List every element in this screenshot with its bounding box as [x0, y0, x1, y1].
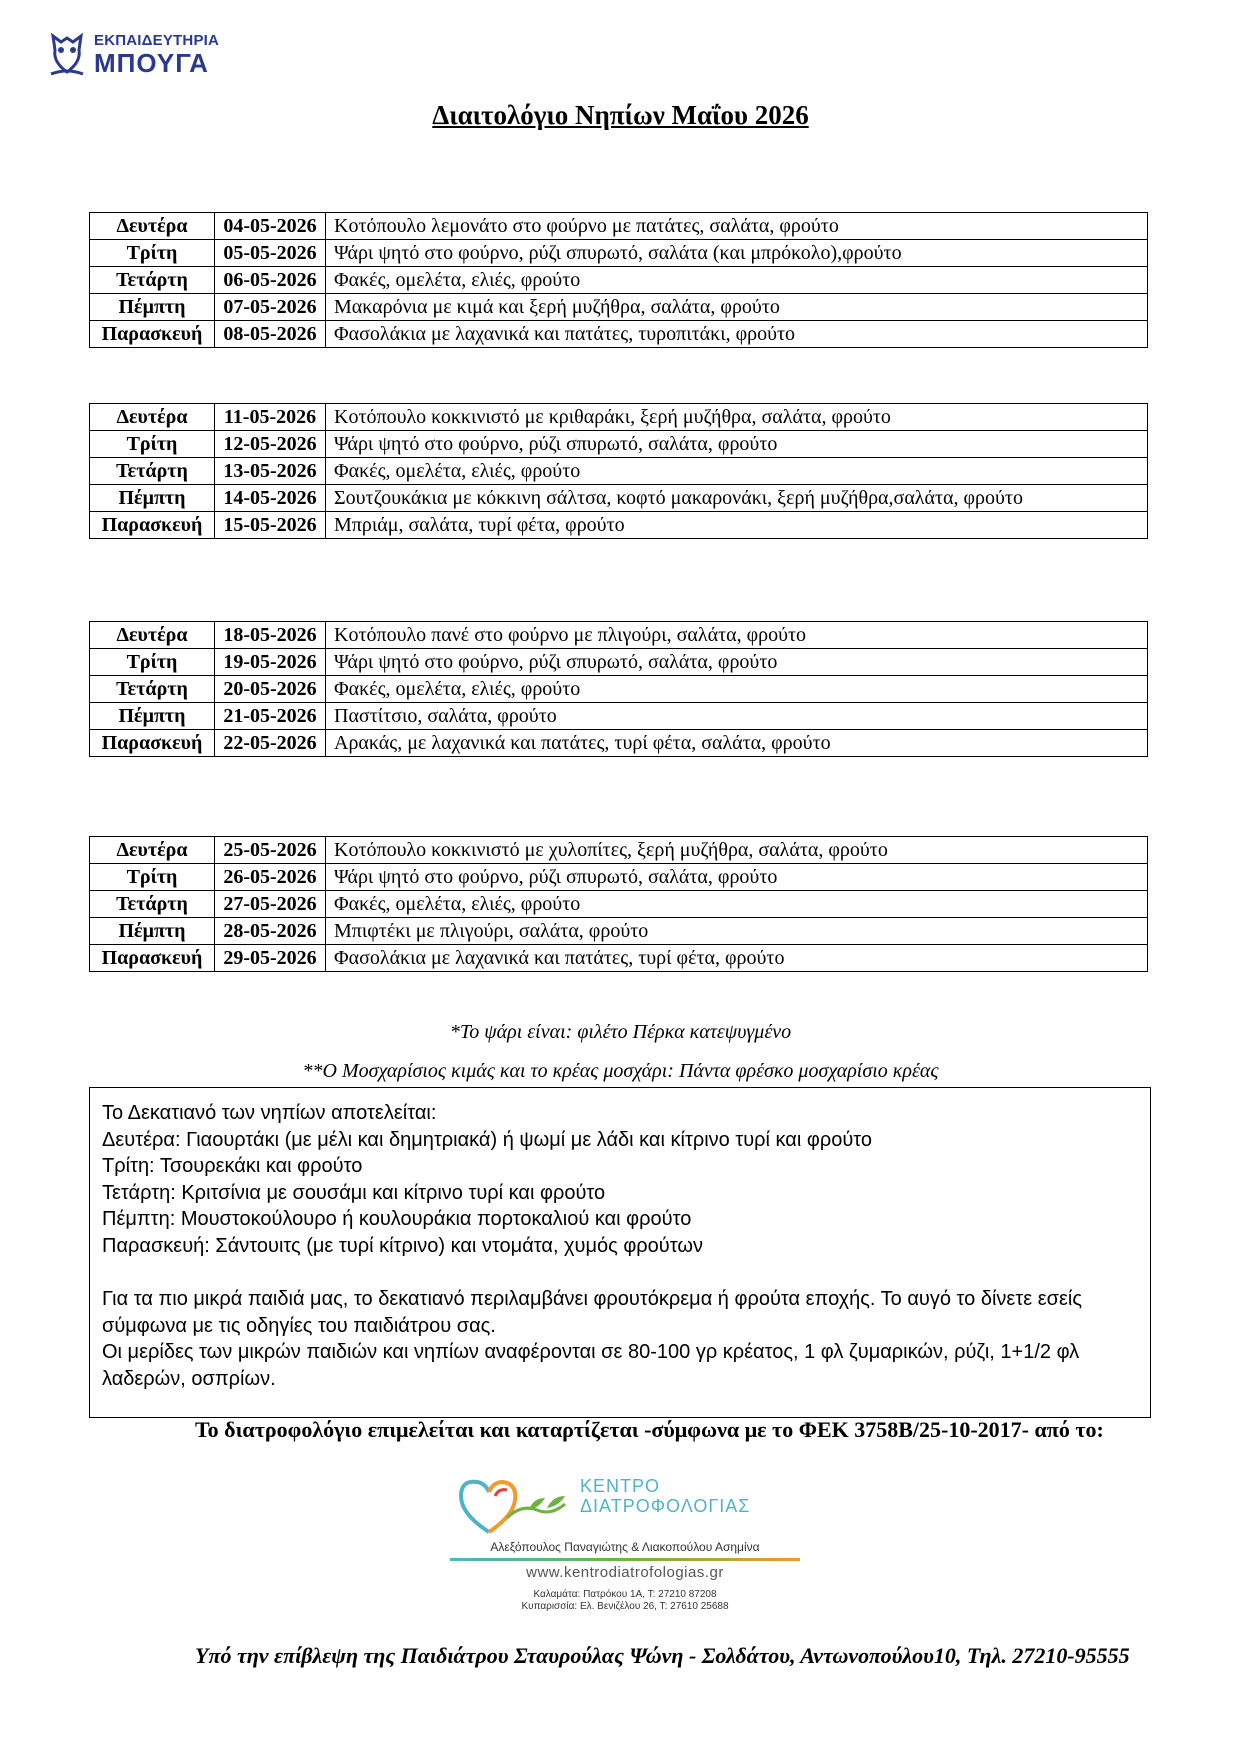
clinic-address-2: Κυπαρισσία: Ελ. Βενιζέλου 26, Τ: 27610 25688 [521, 1601, 729, 1612]
table-row [90, 431, 1148, 458]
owl-icon [47, 32, 87, 80]
meal-cell: Ψάρι ψητό στο φούρνο, ρύζι σπυρωτό, σαλάτα, φρούτο [326, 864, 1148, 891]
day-cell: Πέμπτη [90, 485, 215, 512]
school-name-line2: ΜΠΟΥΓΑ [94, 48, 209, 78]
clinic-name-line1: ΚΕΝΤΡΟ [580, 1476, 661, 1496]
day-cell: Δευτέρα [90, 837, 215, 864]
snack-intro: Το Δεκατιανό των νηπίων αποτελείται: [102, 1102, 437, 1124]
supervision-text: Υπό την επίβλεψη της Παιδιάτρου Σταυρούλας Ψώνη - Σολδάτου, Αντωνοπούλου10, Τηλ. 27210-95555 [195, 1643, 1130, 1668]
snack-day: Τετάρτη: Κριτσίνια με σουσάμι και κίτρινο τυρί και φρούτο [102, 1181, 606, 1204]
date-cell: 25-05-2026 [215, 837, 326, 864]
snack-day: Πέμπτη: Μουστοκούλουρο ή κουλουράκια πορτοκαλιού και φρούτο [102, 1208, 692, 1230]
date-cell: 07-05-2026 [215, 294, 326, 321]
day-cell: Πέμπτη [90, 918, 215, 945]
date-cell: 26-05-2026 [215, 864, 326, 891]
table-row [90, 730, 1148, 757]
table-row [90, 703, 1148, 730]
small-children-note: Για τα πιο μικρά παιδιά μας, το δεκατιανό περιλαμβάνει φρουτόκρεμα ή φρούτα εποχής. Το αυγό το δίνετε εσείς σύμφωνα με τις οδηγίες του παιδιάτρου σας. [102, 1288, 1082, 1337]
week-table-3 [89, 621, 1148, 757]
meal-cell: Κοτόπουλο λεμονάτο στο φούρνο με πατάτες, σαλάτα, φρούτο [326, 213, 1148, 240]
clinic-owners: Αλεξόπουλος Παναγιώτης & Λιακοπούλου Ασημίνα [490, 1540, 760, 1554]
school-logo [47, 32, 237, 84]
beef-note: **Ο Μοσχαρίσιος κιμάς και το κρέας μοσχάρι: Πάντα φρέσκο μοσχαρίσιο κρέας [302, 1060, 939, 1082]
date-cell: 21-05-2026 [215, 703, 326, 730]
clinic-logo [445, 1472, 805, 1612]
day-cell: Τετάρτη [90, 676, 215, 703]
table-row [90, 404, 1148, 431]
date-cell: 18-05-2026 [215, 622, 326, 649]
day-cell: Τετάρτη [90, 458, 215, 485]
date-cell: 05-05-2026 [215, 240, 326, 267]
date-cell: 20-05-2026 [215, 676, 326, 703]
clinic-website: www.kentrodiatrofologias.gr [526, 1564, 724, 1581]
date-cell: 08-05-2026 [215, 321, 326, 348]
date-cell: 28-05-2026 [215, 918, 326, 945]
meal-cell: Παστίτσιο, σαλάτα, φρούτο [326, 703, 1148, 730]
day-cell: Παρασκευή [90, 512, 215, 539]
meal-cell: Φακές, ομελέτα, ελιές, φρούτο [326, 458, 1148, 485]
snack-day: Παρασκευή: Σάντουιτς (με τυρί κίτρινο) και ντομάτα, χυμός φρούτων [102, 1234, 703, 1257]
day-cell: Τρίτη [90, 240, 215, 267]
meal-cell: Αρακάς, με λαχανικά και πατάτες, τυρί φέτα, σαλάτα, φρούτο [326, 730, 1148, 757]
meal-cell: Κοτόπουλο πανέ στο φούρνο με πλιγούρι, σαλάτα, φρούτο [326, 622, 1148, 649]
day-cell: Πέμπτη [90, 703, 215, 730]
table-row [90, 512, 1148, 539]
date-cell: 06-05-2026 [215, 267, 326, 294]
table-row [90, 918, 1148, 945]
meal-cell: Ψάρι ψητό στο φούρνο, ρύζι σπυρωτό, σαλάτα, φρούτο [326, 431, 1148, 458]
day-cell: Δευτέρα [90, 622, 215, 649]
spacer [102, 1259, 1150, 1286]
table-row [90, 649, 1148, 676]
table-row [90, 945, 1148, 972]
meal-cell: Φακές, ομελέτα, ελιές, φρούτο [326, 891, 1148, 918]
table-row [90, 267, 1148, 294]
day-cell: Τρίτη [90, 431, 215, 458]
day-cell: Τρίτη [90, 864, 215, 891]
clinic-address-1: Καλαμάτα: Πατρόκου 1Α, Τ: 27210 87208 [533, 1589, 717, 1600]
table-row [90, 676, 1148, 703]
meal-cell: Σουτζουκάκια με κόκκινη σάλτσα, κοφτό μακαρονάκι, ξερή μυζήθρα,σαλάτα, φρούτο [326, 485, 1148, 512]
table-row [90, 240, 1148, 267]
page-title: Διαιτολόγιο Νηπίων Μαΐου 2026 [432, 100, 809, 130]
day-cell: Τετάρτη [90, 267, 215, 294]
table-row [90, 485, 1148, 512]
meal-cell: Ψάρι ψητό στο φούρνο, ρύζι σπυρωτό, σαλάτα, φρούτο [326, 649, 1148, 676]
meal-cell: Φασολάκια με λαχανικά και πατάτες, τυροπιτάκι, φρούτο [326, 321, 1148, 348]
meal-cell: Φακές, ομελέτα, ελιές, φρούτο [326, 267, 1148, 294]
school-name-line1: ΕΚΠΑΙΔΕΥΤΗΡΙΑ [94, 32, 220, 49]
table-row [90, 294, 1148, 321]
week-table-2 [89, 403, 1148, 539]
day-cell: Παρασκευή [90, 945, 215, 972]
portions-note: Οι μερίδες των μικρών παιδιών και νηπίων αναφέρονται σε 80-100 γρ κρέατος, 1 φλ ζυμαρικών, ρύζι, 1+1/2 φλ λαδερών, οσπρίων. [102, 1341, 1080, 1390]
table-row [90, 864, 1148, 891]
clinic-name-line2: ΔΙΑΤΡΟΦΟΛΟΓΙΑΣ [580, 1496, 751, 1516]
day-cell: Παρασκευή [90, 321, 215, 348]
date-cell: 11-05-2026 [215, 404, 326, 431]
day-cell: Δευτέρα [90, 404, 215, 431]
date-cell: 22-05-2026 [215, 730, 326, 757]
snack-day: Τρίτη: Τσουρεκάκι και φρούτο [102, 1155, 363, 1177]
date-cell: 29-05-2026 [215, 945, 326, 972]
table-row [90, 321, 1148, 348]
day-cell: Πέμπτη [90, 294, 215, 321]
meal-cell: Μπριάμ, σαλάτα, τυρί φέτα, φρούτο [326, 512, 1148, 539]
snack-day: Δευτέρα: Γιαουρτάκι (με μέλι και δημητριακά) ή ψωμί με λάδι και κίτρινο τυρί και φρούτο [102, 1128, 873, 1151]
week-table-1 [89, 212, 1148, 348]
meal-cell: Κοτόπουλο κοκκινιστό με κριθαράκι, ξερή μυζήθρα, σαλάτα, φρούτο [326, 404, 1148, 431]
table-row [90, 622, 1148, 649]
meal-cell: Μακαρόνια με κιμά και ξερή μυζήθρα, σαλάτα, φρούτο [326, 294, 1148, 321]
credit-text: Το διατροφολόγιο επιμελείται και καταρτίζεται -σύμφωνα με το ΦΕΚ 3758Β/25-10-2017- από το: [195, 1417, 1104, 1442]
date-cell: 15-05-2026 [215, 512, 326, 539]
meal-cell: Μπιφτέκι με πλιγούρι, σαλάτα, φρούτο [326, 918, 1148, 945]
table-row [90, 837, 1148, 864]
date-cell: 12-05-2026 [215, 431, 326, 458]
table-row [90, 213, 1148, 240]
day-cell: Παρασκευή [90, 730, 215, 757]
snack-info-box [89, 1087, 1151, 1418]
day-cell: Τετάρτη [90, 891, 215, 918]
date-cell: 27-05-2026 [215, 891, 326, 918]
fish-note: *Το ψάρι είναι: φιλέτο Πέρκα κατεψυγμένο [449, 1021, 792, 1043]
date-cell: 13-05-2026 [215, 458, 326, 485]
meal-cell: Φασολάκια με λαχανικά και πατάτες, τυρί φέτα, φρούτο [326, 945, 1148, 972]
date-cell: 14-05-2026 [215, 485, 326, 512]
table-row [90, 458, 1148, 485]
meal-cell: Ψάρι ψητό στο φούρνο, ρύζι σπυρωτό, σαλάτα (και μπρόκολο),φρούτο [326, 240, 1148, 267]
day-cell: Τρίτη [90, 649, 215, 676]
heart-leaf-icon [455, 1474, 575, 1538]
week-table-4 [89, 836, 1148, 972]
day-cell: Δευτέρα [90, 213, 215, 240]
meal-cell: Φακές, ομελέτα, ελιές, φρούτο [326, 676, 1148, 703]
date-cell: 04-05-2026 [215, 213, 326, 240]
meal-cell: Κοτόπουλο κοκκινιστό με χυλοπίτες, ξερή μυζήθρα, σαλάτα, φρούτο [326, 837, 1148, 864]
clinic-divider [450, 1558, 800, 1561]
table-row [90, 891, 1148, 918]
date-cell: 19-05-2026 [215, 649, 326, 676]
